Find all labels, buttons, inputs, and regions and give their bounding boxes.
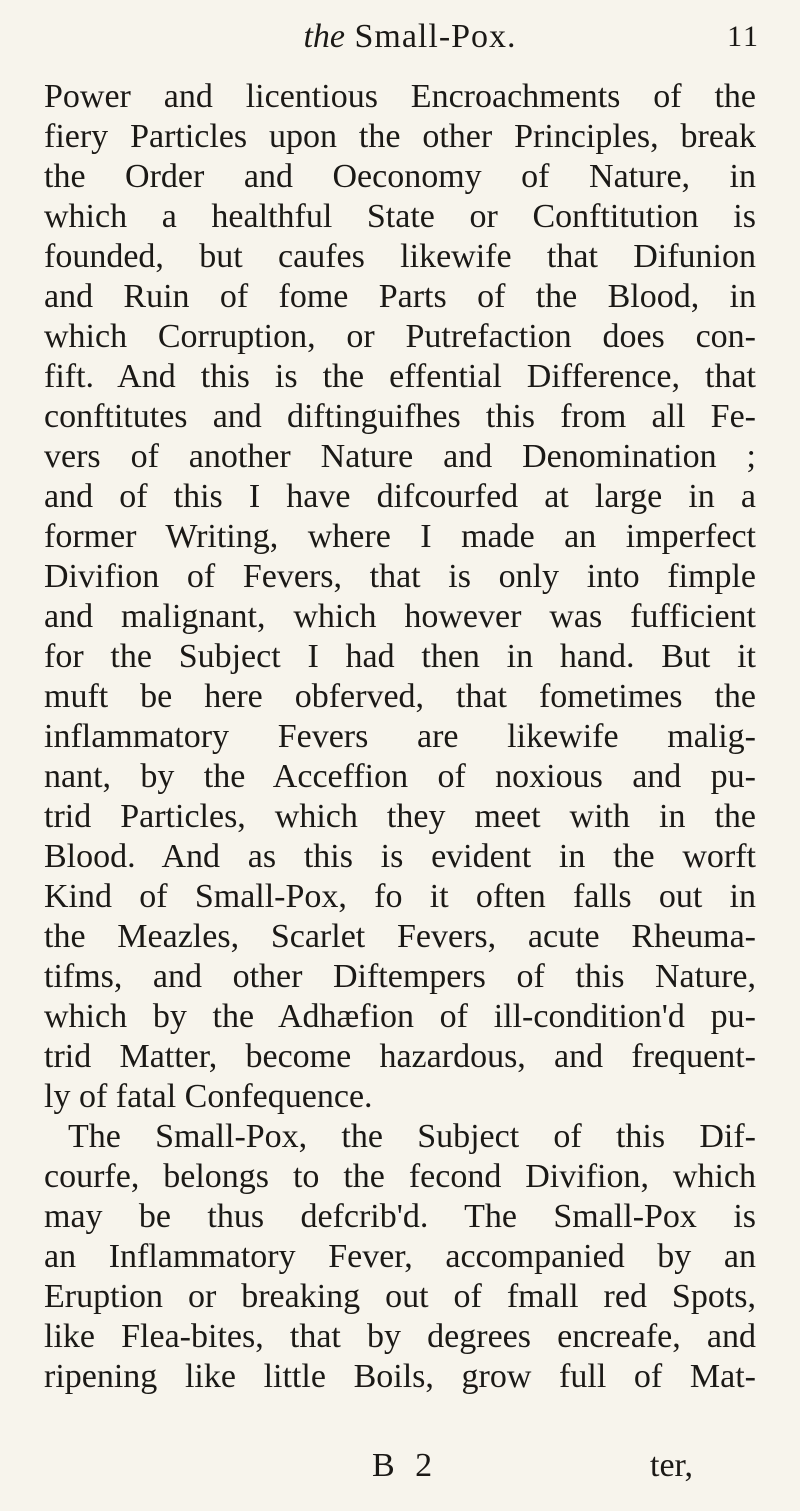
page-footer	[0, 1446, 800, 1486]
text-line: inflammatory Fevers are likewife malig-	[44, 718, 756, 755]
text-line: muft be here obferved, that fometimes the	[44, 678, 756, 715]
text-line: trid Particles, which they meet with in the	[44, 798, 756, 835]
text-line: and of this I have difcourfed at large in a	[44, 478, 756, 515]
text-line: courfe, belongs to the fecond Divifion, which	[44, 1158, 756, 1195]
running-head-prefix: the	[303, 18, 345, 55]
text-line: Divifion of Fevers, that is only into fimple	[44, 558, 756, 595]
text-line: former Writing, where I made an imperfect	[44, 518, 756, 555]
text-line: founded, but caufes likewife that Difunion	[44, 238, 756, 275]
text-line: nant, by the Acceffion of noxious and pu-	[44, 758, 756, 795]
text-line: for the Subject I had then in hand. But it	[44, 638, 756, 675]
text-line: which Corruption, or Putrefaction does con-	[44, 318, 756, 355]
running-head-title: Small-Pox.	[354, 18, 517, 55]
text-line: Power and licentious Encroachments of the	[44, 78, 756, 115]
running-head	[60, 14, 760, 60]
text-line: ripening like little Boils, grow full of Mat-	[44, 1358, 756, 1395]
text-line: which a healthful State or Conftitution is	[44, 198, 756, 235]
text-line: and Ruin of fome Parts of the Blood, in	[44, 278, 756, 315]
text-line: tifms, and other Diftempers of this Nature,	[44, 958, 756, 995]
text-line: like Flea-bites, that by degrees encreafe, and	[44, 1318, 756, 1355]
text-line: ly of fatal Confequence.	[44, 1078, 373, 1115]
page-number: 11	[727, 20, 760, 53]
text-line: the Order and Oeconomy of Nature, in	[44, 158, 756, 195]
text-line: trid Matter, become hazardous, and frequent-	[44, 1038, 756, 1075]
text-line: Blood. And as this is evident in the worft	[44, 838, 756, 875]
text-line: vers of another Nature and Denomination ;	[44, 438, 756, 475]
page-header	[60, 14, 760, 60]
paragraph-start-line: The Small-Pox, the Subject of this Dif-	[68, 1118, 756, 1155]
text-line: an Inflammatory Fever, accompanied by an	[44, 1238, 756, 1275]
catchword: ter,	[650, 1447, 693, 1484]
text-line: Eruption or breaking out of fmall red Spots,	[44, 1278, 756, 1315]
text-line: may be thus defcrib'd. The Small-Pox is	[44, 1198, 756, 1235]
text-line: which by the Adhæfion of ill-condition'd pu-	[44, 998, 756, 1035]
text-line: fiery Particles upon the other Principles, break	[44, 118, 756, 155]
text-line: fift. And this is the effential Difference, that	[44, 358, 756, 395]
signature-mark: B 2	[372, 1447, 439, 1484]
text-line: the Meazles, Scarlet Fevers, acute Rheuma-	[44, 918, 756, 955]
text-line: Kind of Small-Pox, fo it often falls out in	[44, 878, 756, 915]
text-line: and malignant, which however was fufficient	[44, 598, 756, 635]
text-line: conftitutes and diftinguifhes this from all Fe-	[44, 398, 756, 435]
